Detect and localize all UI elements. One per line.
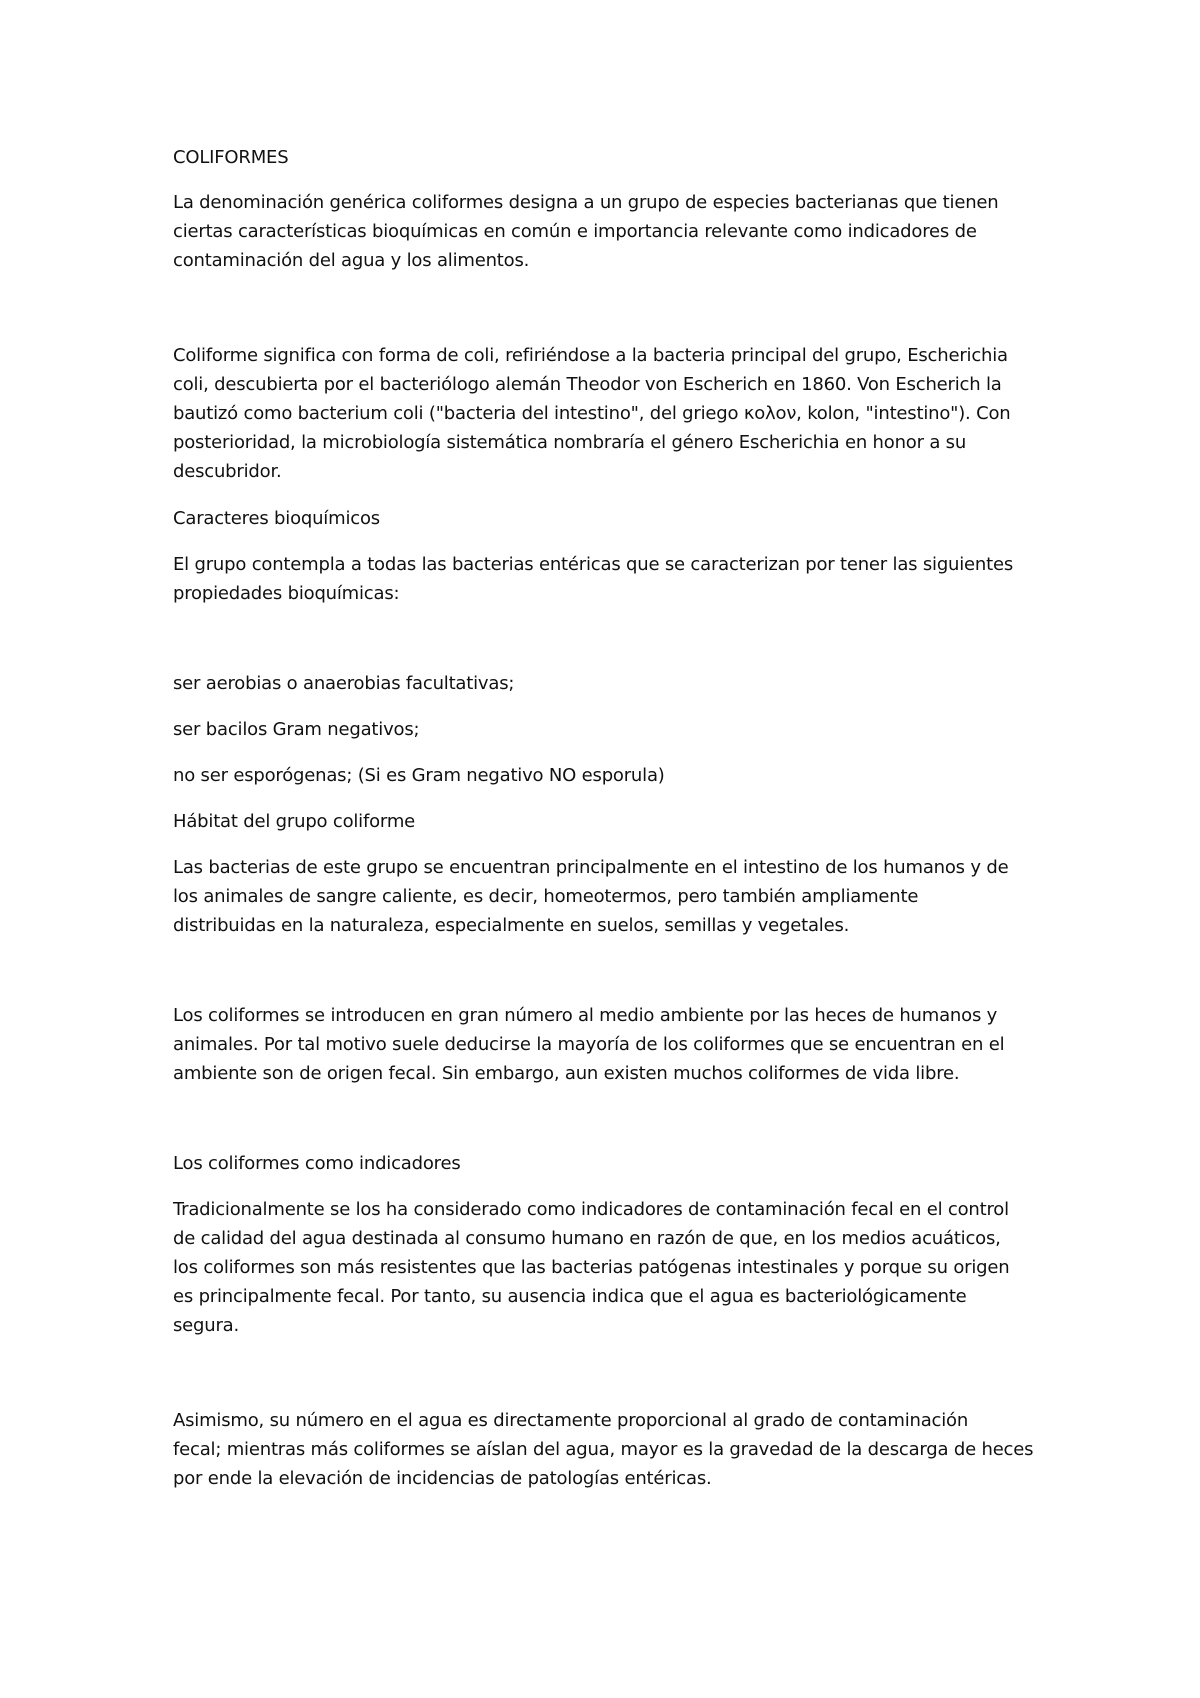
biochem-heading: Caracteres bioquímicos <box>173 508 380 529</box>
habitat-line: distribuidas en la naturaleza, especialmente en suelos, semillas y vegetales. <box>173 915 850 936</box>
definition-line: Coliforme significa con forma de coli, refiriéndose a la bacteria principal del grupo, Escherichia <box>173 345 1008 366</box>
habitat-line: los animales de sangre caliente, es decir, homeotermos, pero también ampliamente <box>173 886 919 907</box>
proportional-line: por ende la elevación de incidencias de patologías entéricas. <box>173 1468 712 1489</box>
document-title: COLIFORMES <box>173 147 289 168</box>
biochem-intro-line: propiedades bioquímicas: <box>173 583 400 604</box>
habitat-line: Las bacterias de este grupo se encuentran principalmente en el intestino de los humanos y de <box>173 857 1009 878</box>
definition-line: posterioridad, la microbiología sistemática nombraría el género Escherichia en honor a su <box>173 432 967 453</box>
indicators-line: es principalmente fecal. Por tanto, su ausencia indica que el agua es bacteriológicamente <box>173 1286 967 1307</box>
definition-line: descubridor. <box>173 461 282 482</box>
intro-line: contaminación del agua y los alimentos. <box>173 250 530 271</box>
proportional-line: fecal; mientras más coliformes se aíslan del agua, mayor es la gravedad de la descarga de heces <box>173 1439 1034 1460</box>
proportional-line: Asimismo, su número en el agua es directamente proporcional al grado de contaminación <box>173 1410 969 1431</box>
habitat-heading: Hábitat del grupo coliforme <box>173 811 416 832</box>
origin-line: ambiente son de origen fecal. Sin embargo, aun existen muchos coliformes de vida libre. <box>173 1063 960 1084</box>
indicators-line: segura. <box>173 1315 240 1336</box>
indicators-line: de calidad del agua destinada al consumo humano en razón de que, en los medios acuáticos, <box>173 1228 1001 1249</box>
definition-line: coli, descubierta por el bacteriólogo alemán Theodor von Escherich en 1860. Von Escherich la <box>173 374 1002 395</box>
origin-line: Los coliformes se introducen en gran número al medio ambiente por las heces de humanos y <box>173 1005 998 1026</box>
property-item: ser bacilos Gram negativos; <box>173 719 420 740</box>
indicators-heading: Los coliformes como indicadores <box>173 1153 461 1174</box>
definition-line: bautizó como bacterium coli ("bacteria del intestino", del griego κολον, kolon, "intestino"). Con <box>173 403 1011 424</box>
origin-line: animales. Por tal motivo suele deducirse la mayoría de los coliformes que se encuentran en el <box>173 1034 1005 1055</box>
indicators-line: Tradicionalmente se los ha considerado como indicadores de contaminación fecal en el control <box>173 1199 1009 1220</box>
intro-line: La denominación genérica coliformes designa a un grupo de especies bacterianas que tienen <box>173 192 999 213</box>
biochem-intro-line: El grupo contempla a todas las bacterias entéricas que se caracterizan por tener las siguientes <box>173 554 1014 575</box>
indicators-line: los coliformes son más resistentes que las bacterias patógenas intestinales y porque su origen <box>173 1257 1010 1278</box>
property-item: ser aerobias o anaerobias facultativas; <box>173 673 515 694</box>
property-item: no ser esporógenas; (Si es Gram negativo NO esporula) <box>173 765 665 786</box>
intro-line: ciertas características bioquímicas en común e importancia relevante como indicadores de <box>173 221 977 242</box>
